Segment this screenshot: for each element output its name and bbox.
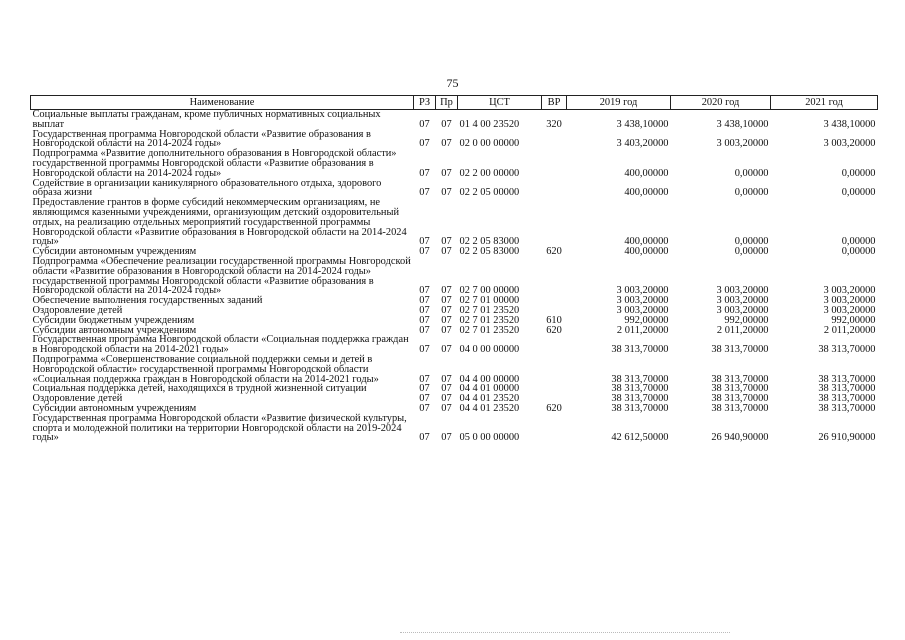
header-cst: ЦСТ xyxy=(458,96,542,110)
row-2021: 3 003,20000 xyxy=(823,304,876,316)
row-2021: 38 313,70000 xyxy=(818,393,876,405)
row-2019: 3 003,20000 xyxy=(616,304,669,316)
row-2019: 400,00000 xyxy=(624,187,669,199)
row-pr: 07 xyxy=(441,393,452,405)
row-cst: 04 0 00 00000 xyxy=(459,344,520,356)
row-cst: 02 7 01 23520 xyxy=(459,324,520,336)
budget-table xyxy=(30,95,878,443)
row-2019: 3 403,20000 xyxy=(616,138,669,150)
row-2020: 38 313,70000 xyxy=(711,393,769,405)
table-row xyxy=(31,414,878,443)
row-2020: 26 940,90000 xyxy=(711,432,769,444)
table-row xyxy=(31,179,878,199)
row-pr: 07 xyxy=(441,324,452,336)
row-vr: 620 xyxy=(546,324,562,336)
row-pr: 07 xyxy=(441,246,452,258)
row-2021: 3 003,20000 xyxy=(823,138,876,150)
row-cst: 02 7 01 23520 xyxy=(459,314,520,326)
row-cst: 02 2 05 83000 xyxy=(459,246,520,258)
row-2020: 0,00000 xyxy=(734,167,769,179)
row-2020: 38 313,70000 xyxy=(711,344,769,356)
row-2019: 38 313,70000 xyxy=(611,383,669,395)
row-cst: 02 7 01 00000 xyxy=(459,295,520,307)
row-cst: 02 2 05 83000 xyxy=(459,236,520,248)
row-name: Подпрограмма «Обеспечение реализации государственной программы Новгородской области «Развитие образования в Новгородской области на 2014-2024 годы» государственной программы Новгородской области «Развитие образования в Новгородской области на 2014-2024 годы» xyxy=(32,255,411,297)
row-pr: 07 xyxy=(441,236,452,248)
row-2019: 400,00000 xyxy=(624,167,669,179)
row-2021: 0,00000 xyxy=(841,246,876,258)
row-pr: 07 xyxy=(441,432,452,444)
row-cst: 05 0 00 00000 xyxy=(459,432,520,444)
row-2019: 38 313,70000 xyxy=(611,344,669,356)
row-vr: 620 xyxy=(546,402,562,414)
row-2019: 400,00000 xyxy=(624,246,669,258)
row-2020: 3 003,20000 xyxy=(716,285,769,297)
row-vr: 320 xyxy=(546,118,562,130)
row-2021: 0,00000 xyxy=(841,187,876,199)
row-pr: 07 xyxy=(441,285,452,297)
row-2019: 400,00000 xyxy=(624,236,669,248)
row-rz: 07 xyxy=(419,138,430,150)
row-cst: 02 7 00 00000 xyxy=(459,285,520,297)
row-vr xyxy=(542,257,567,296)
row-rz: 07 xyxy=(419,285,430,297)
row-name: Подпрограмма «Совершенствование социальной поддержки семьи и детей в Новгородской области» государственной программы Новгородской области «Социальная поддержка граждан в Новгородской области на 2014-2021 годы» xyxy=(32,353,379,385)
row-pr: 07 xyxy=(441,118,452,130)
row-2019: 992,00000 xyxy=(624,314,669,326)
row-vr xyxy=(542,149,567,178)
row-2020: 38 313,70000 xyxy=(711,383,769,395)
row-2020: 0,00000 xyxy=(734,187,769,199)
row-2020: 38 313,70000 xyxy=(711,402,769,414)
row-2021: 992,00000 xyxy=(831,314,876,326)
row-rz: 07 xyxy=(419,304,430,316)
row-pr: 07 xyxy=(441,187,452,199)
header-rz: РЗ xyxy=(414,96,436,110)
row-vr xyxy=(542,296,567,306)
table-row xyxy=(31,257,878,296)
row-name: Субсидии автономным учреждениям xyxy=(32,402,197,414)
row-rz: 07 xyxy=(419,246,430,258)
row-name: Социальная поддержка детей, находящихся в трудной жизненной ситуации xyxy=(32,383,367,395)
table-row xyxy=(31,110,878,130)
row-2021: 38 313,70000 xyxy=(818,402,876,414)
row-rz: 07 xyxy=(419,324,430,336)
row-rz: 07 xyxy=(419,393,430,405)
row-rz: 07 xyxy=(419,167,430,179)
row-name: Предоставление грантов в форме субсидий некоммерческим организациям, не являющимся казенными учреждениями, организующим детский оздоровительный отдых, на реализацию отдельных мероприятий государственной программы Новгородской области «Развитие образования в Новгородской области на 2014-2024 годы» xyxy=(32,197,407,248)
row-rz: 07 xyxy=(419,314,430,326)
row-cst: 04 4 01 23520 xyxy=(459,393,520,405)
row-pr: 07 xyxy=(441,295,452,307)
table-row xyxy=(31,149,878,178)
row-2021: 38 313,70000 xyxy=(818,344,876,356)
row-cst: 04 4 01 00000 xyxy=(459,383,520,395)
row-rz: 07 xyxy=(419,402,430,414)
row-name: Государственная программа Новгородской области «Социальная поддержка граждан в Новгородской области на 2014-2021 годы» xyxy=(32,334,409,356)
header-name: Наименование xyxy=(31,96,414,110)
row-2019: 2 011,20000 xyxy=(616,324,669,336)
row-name: Оздоровление детей xyxy=(32,393,123,405)
page-number: 75 xyxy=(446,76,459,90)
row-vr xyxy=(542,414,567,443)
header-2020: 2020 год xyxy=(671,96,771,110)
row-name: Субсидии автономным учреждениям xyxy=(32,246,197,258)
header-2021: 2021 год xyxy=(771,96,878,110)
row-2021: 26 910,90000 xyxy=(818,432,876,444)
row-2019: 42 612,50000 xyxy=(611,432,669,444)
row-cst: 04 4 00 00000 xyxy=(459,373,520,385)
row-pr: 07 xyxy=(441,304,452,316)
row-2020: 3 003,20000 xyxy=(716,138,769,150)
row-2019: 3 438,10000 xyxy=(616,118,669,130)
row-rz: 07 xyxy=(419,187,430,199)
row-rz: 07 xyxy=(419,432,430,444)
row-pr: 07 xyxy=(441,138,452,150)
row-vr xyxy=(542,384,567,394)
row-pr: 07 xyxy=(441,314,452,326)
row-2020: 3 003,20000 xyxy=(716,304,769,316)
table-header-row xyxy=(31,96,878,110)
row-2019: 3 003,20000 xyxy=(616,285,669,297)
row-rz: 07 xyxy=(419,118,430,130)
row-2021: 38 313,70000 xyxy=(818,373,876,385)
row-vr xyxy=(542,130,567,150)
row-vr: 620 xyxy=(546,246,562,258)
row-name: Государственная программа Новгородской области «Развитие образования в Новгородской области на 2014-2024 годы» xyxy=(32,128,371,150)
row-name: Подпрограмма «Развитие дополнительного образования в Новгородской области» государственной программы Новгородской области «Развитие образования в Новгородской области на 2014-2024 годы» xyxy=(32,148,397,179)
row-rz: 07 xyxy=(419,344,430,356)
row-pr: 07 xyxy=(441,383,452,395)
row-cst: 02 2 00 00000 xyxy=(459,167,520,179)
row-name: Оздоровление детей xyxy=(32,304,123,316)
row-2021: 0,00000 xyxy=(841,236,876,248)
table-row xyxy=(31,198,878,247)
row-2019: 38 313,70000 xyxy=(611,393,669,405)
row-2020: 38 313,70000 xyxy=(711,373,769,385)
row-pr: 07 xyxy=(441,373,452,385)
row-2020: 3 003,20000 xyxy=(716,295,769,307)
row-2019: 38 313,70000 xyxy=(611,402,669,414)
row-name: Субсидии автономным учреждениям xyxy=(32,324,197,336)
row-2020: 0,00000 xyxy=(734,236,769,248)
row-name: Государственная программа Новгородской области «Развитие физической культуры, спорта и молодежной политики на территории Новгородской области на 2019-2024 годы» xyxy=(32,412,407,444)
row-2021: 2 011,20000 xyxy=(823,324,876,336)
table-row xyxy=(31,335,878,355)
row-2019: 3 003,20000 xyxy=(616,295,669,307)
row-vr: 610 xyxy=(546,314,562,326)
table-row xyxy=(31,130,878,150)
row-rz: 07 xyxy=(419,236,430,248)
table-row xyxy=(31,355,878,384)
row-vr xyxy=(542,335,567,355)
row-2021: 0,00000 xyxy=(841,167,876,179)
row-cst: 02 0 00 00000 xyxy=(459,138,520,150)
row-vr xyxy=(542,179,567,199)
row-2020: 992,00000 xyxy=(724,314,769,326)
row-cst: 02 7 01 23520 xyxy=(459,304,520,316)
row-name: Обеспечение выполнения государственных заданий xyxy=(32,295,263,307)
row-name: Субсидии бюджетным учреждениям xyxy=(32,314,195,326)
row-vr xyxy=(542,355,567,384)
scan-artifact xyxy=(400,632,730,634)
header-2019: 2019 год xyxy=(567,96,671,110)
row-cst: 01 4 00 23520 xyxy=(459,118,520,130)
row-name: Социальные выплаты гражданам, кроме публичных нормативных социальных выплат xyxy=(32,109,381,130)
row-2020: 2 011,20000 xyxy=(716,324,769,336)
row-pr: 07 xyxy=(441,167,452,179)
header-pr: Пр xyxy=(436,96,458,110)
row-pr: 07 xyxy=(441,402,452,414)
row-2021: 3 003,20000 xyxy=(823,285,876,297)
row-2020: 0,00000 xyxy=(734,246,769,258)
header-vr: ВР xyxy=(542,96,567,110)
row-cst: 04 4 01 23520 xyxy=(459,402,520,414)
row-2021: 38 313,70000 xyxy=(818,383,876,395)
row-name: Содействие в организации каникулярного образовательного отдыха, здорового образа жизни xyxy=(32,177,382,199)
row-rz: 07 xyxy=(419,373,430,385)
row-pr: 07 xyxy=(441,344,452,356)
row-vr xyxy=(542,198,567,247)
row-cst: 02 2 05 00000 xyxy=(459,187,520,199)
row-2021: 3 438,10000 xyxy=(823,118,876,130)
row-2019: 38 313,70000 xyxy=(611,373,669,385)
row-2021: 3 003,20000 xyxy=(823,295,876,307)
row-rz: 07 xyxy=(419,383,430,395)
row-rz: 07 xyxy=(419,295,430,307)
row-2020: 3 438,10000 xyxy=(716,118,769,130)
